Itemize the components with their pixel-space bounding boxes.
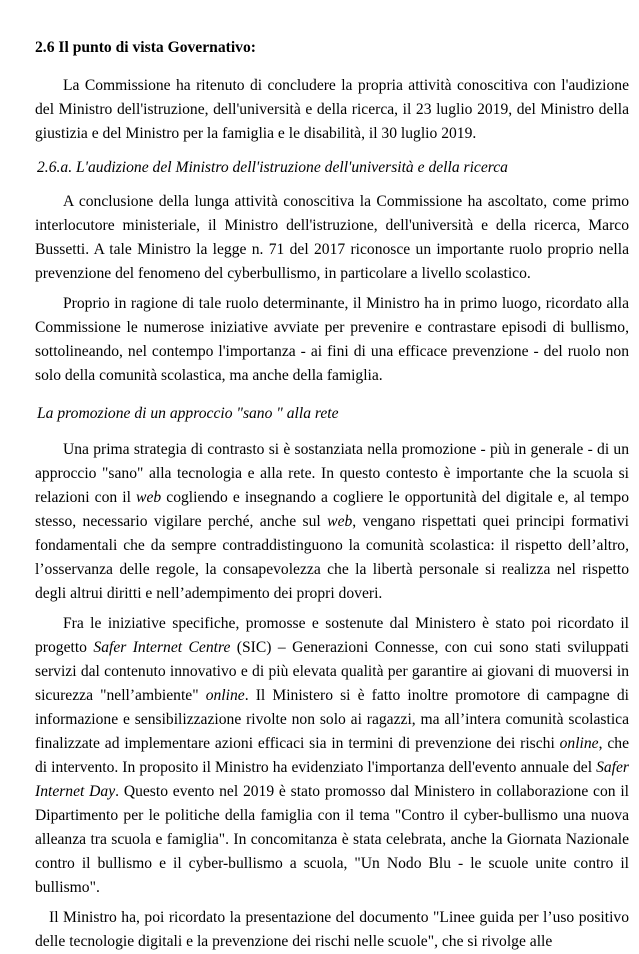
- intro-paragraph: La Commissione ha ritenuto di concludere la propria attività conoscitiva con l'audizione del Ministro dell'istruzione, dell'università e della ricerca, il 23 luglio 2019, del Ministro della giustizia e del Ministro per la famiglia e le disabilità, il 30 luglio 2019.: [35, 77, 629, 142]
- subsection-b-paragraph-2: [35, 612, 629, 900]
- italic-term: Safer Internet Day: [35, 759, 629, 800]
- subsection-b-paragraph-1: [35, 438, 629, 606]
- subsection-b-paragraph-3: Il Ministro ha, poi ricordato la presentazione del documento "Linee guida per l’uso positivo delle tecnologie digitali e la prevenzione dei rischi nelle scuole", che si rivolge alle: [35, 909, 629, 950]
- italic-term: web: [327, 513, 353, 530]
- text-run: Fra le iniziative specifiche, promosse e sostenute dal Ministero è stato poi ricordato il progetto: [35, 615, 629, 656]
- italic-term: Safer Internet Centre: [93, 639, 231, 656]
- italic-term: web: [136, 489, 162, 506]
- subsection-a-paragraph-2: Proprio in ragione di tale ruolo determinante, il Ministro ha in primo luogo, ricordato alla Commissione le numerose iniziative avviate per prevenire e contrastare episodi di bullismo, sottolineando, nel contempo l'importanza - ai fini di una efficace prevenzione - del ruolo non solo della comunità scolastica, ma anche della famiglia.: [35, 295, 629, 384]
- text-run: , vengano rispettati quei principi formativi fondamentali che da sempre contraddistinguono la comunità scolastica: il rispetto dell’altro, l’osservanza delle regole, la consapevolezza che la libertà personale si realizza nel rispetto degli altrui diritti e nell’adempimento dei propri doveri.: [35, 513, 629, 602]
- subsection-a-heading: 2.6.a. L'audizione del Ministro dell'istruzione dell'università e della ricerca: [37, 159, 508, 176]
- text-run: (SIC) – Generazioni Connesse, con cui sono stati sviluppati servizi dal contenuto innovativo e di più elevata qualità per garantire ai giovani di muoversi in sicurezza "nell’ambiente": [35, 639, 629, 704]
- text-run: . Il Ministero si è fatto inoltre promotore di campagne di informazione e sensibilizzazione rivolte non solo ai ragazzi, ma all’intera comunità scolastica finalizzate ad implementare azioni efficaci sia in termini di prevenzione dei rischi: [35, 687, 629, 752]
- italic-term: online: [559, 735, 599, 752]
- text-run: , che di intervento. In proposito il Ministro ha evidenziato l'importanza dell'evento annuale del: [35, 735, 629, 776]
- section-heading: 2.6 Il punto di vista Governativo:: [35, 39, 256, 56]
- text-run: cogliendo e insegnando a cogliere le opportunità del digitale e, al tempo stesso, necessario vigilare perché, anche sul: [35, 489, 629, 530]
- subsection-b-heading: La promozione di un approccio "sano " alla rete: [37, 405, 339, 422]
- italic-term: online: [205, 687, 245, 704]
- text-run: Una prima strategia di contrasto si è sostanziata nella promozione - più in generale - di un approccio "sano" alla tecnologia e alla rete. In questo contesto è importante che la scuola si relazioni con il: [35, 441, 629, 506]
- text-run: . Questo evento nel 2019 è stato promosso dal Ministero in collaborazione con il Dipartimento per le politiche della famiglia con il tema "Contro il cyber-bullismo una nuova alleanza tra scuola e famiglia". In concomitanza è stata celebrata, anche la Giornata Nazionale contro il bullismo e il cyber-bullismo a scuola, "Un Nodo Blu - le scuole unite contro il bullismo".: [35, 783, 630, 896]
- subsection-a-paragraph-1: A conclusione della lunga attività conoscitiva la Commissione ha ascoltato, come primo interlocutore ministeriale, il Ministro dell'istruzione, dell'università e della ricerca, Marco Bussetti. A tale Ministro la legge n. 71 del 2017 riconosce un importante ruolo proprio nella prevenzione del fenomeno del cyberbullismo, in particolare a livello scolastico.: [35, 193, 629, 282]
